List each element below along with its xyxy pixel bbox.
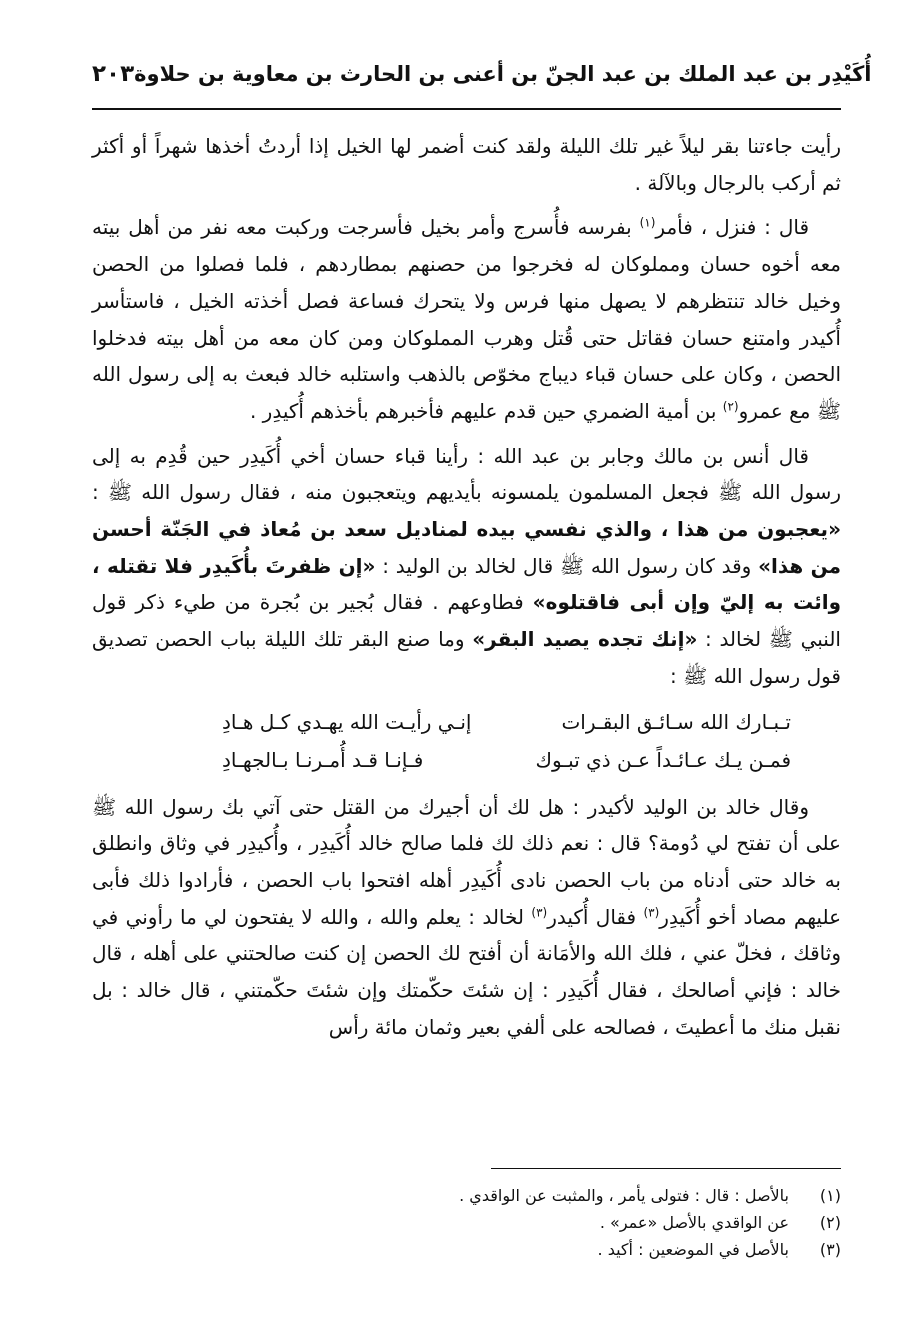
footnote-mark-1: (١) bbox=[639, 215, 656, 230]
footnote-separator bbox=[491, 1168, 841, 1169]
verse-2-first-hemistich: فمـن يـك عـائـداً عـن ذي تبـوك bbox=[535, 747, 791, 772]
paragraph-1: رأيت جاءتنا بقر ليلاً غير تلك الليلة ولقد كنت أضمر لها الخيل إذا أردتُ أخذها شهراً أو أكثر ثم أركب بالرجال وبالآلة . bbox=[92, 134, 841, 195]
paragraph-3-part-c: وقد كان رسول الله ﷺ قال لخالد بن الوليد : bbox=[382, 553, 752, 578]
paragraph-3-part-e: فطاوعهم . فقال بُجير بن بُجرة من طيء ذكر قول النبي ﷺ لخالد : bbox=[92, 590, 841, 652]
paragraph-2-part-c: بن أمية الضمري حين قدم عليهم فأخبرهم بأخذهم أُكيدِر . bbox=[249, 398, 717, 423]
verse-1-second-hemistich: إنـي رأيـت الله يهـدي كـل هـادِ bbox=[222, 709, 472, 734]
paragraph-4 bbox=[92, 789, 841, 1046]
verse-2-second-hemistich: فـإنـا قـد أُمـرنـا بـالجهـادِ bbox=[222, 747, 424, 772]
footnote-number: (١) bbox=[819, 1186, 841, 1205]
paragraph-2 bbox=[92, 209, 841, 429]
paragraph-3-part-a: قال أنس بن مالك وجابر بن عبد الله : رأينا قباء حسان أخي أُكَيدِر حين قُدِم به إلى رسول الله ﷺ فجعل المسلمون يلمسونه بأيديهم ويتعجبون منه ، فقال رسول الله ﷺ : bbox=[92, 443, 841, 505]
footnote-text: بالأصل : قال : فتولى يأمر ، والمثبت عن الواقدي . bbox=[459, 1186, 789, 1205]
paragraph-3-part-g: وما صنع البقر تلك الليلة بباب الحصن تصديق قول رسول الله ﷺ : bbox=[92, 627, 841, 688]
paragraph-2-part-b: بفرسه فأُسرج وأمر بخيل فأسرجت وركبت معه نفر من أهل بيته معه أخوه حسان ومملوكان له فخرجوا من حصنهم بمطاردهم ، فلما فصلوا من الحصن وخيل خالد تنتظرهم لا يصهل منها فرس ولا يتحرك فساعة فصل أخذته الخيل ، فاستأسر أُكيدر وامتنع حسان فقاتل حتى قُتل وهرب المملوكان ومن كان معه من أهل بيته فدخلوا الحصن ، وكان على حسان قباء ديباج مخوّص بالذهب واستلبه خالد فبعث به إلى رسول الله ﷺ مع عمرو bbox=[92, 215, 841, 423]
footnote-text: عن الواقدي بالأصل «عمر» . bbox=[599, 1213, 789, 1232]
paragraph-2-part-a: قال : فنزل ، فأمر bbox=[655, 215, 810, 240]
page-header bbox=[92, 58, 872, 110]
hadith-quote-1: «يعجبون من هذا ، والذي نفسي بيده لمناديل سعد بن مُعاذ في الجَنّة أحسن من هذا» bbox=[92, 517, 842, 578]
paragraph-3 bbox=[92, 438, 841, 695]
main-text bbox=[92, 128, 841, 1053]
running-head: أُكَيْدِر بن عبد الملك بن عبد الجنّ بن أعنى بن الحارث بن معاوية بن حلاوة bbox=[134, 62, 872, 86]
footnote-number: (٣) bbox=[819, 1240, 841, 1259]
footnote-mark-3a: (٣) bbox=[643, 905, 660, 919]
footnote-1 bbox=[92, 1182, 841, 1209]
verse-1-first-hemistich: تـبـارك الله سـائـق البقـرات bbox=[561, 709, 791, 734]
footnote-3 bbox=[92, 1236, 841, 1263]
footnote-text: بالأصل في الموضعين : أكيد . bbox=[597, 1240, 789, 1259]
paragraph-4-part-a: وقال خالد بن الوليد لأكيدر : هل لك أن أجيرك من القتل حتى آتي بك رسول الله ﷺ على أن تفتح لي دُومة؟ قال : نعم ذلك لك فلما صالح خالد أُكَيدِر ، وأُكيدِر في وثاق وانطلق به خالد حتى أدناه من باب الحصن نادى أُكَيدِر أهله افتحوا باب الحصن ، فأرادوا ذلك فأبى عليهم مصاد أخو أُكَيدِر bbox=[92, 794, 842, 929]
hadith-quote-2: «إن ظفرتَ بأُكَيدِر فلا تقتله ، وائت به إليّ وإن أبى فاقتلوه» bbox=[92, 553, 841, 615]
hadith-quote-3: «إنك تجده يصيد البقر» bbox=[472, 627, 698, 652]
footnotes bbox=[92, 1182, 841, 1263]
footnote-mark-2: (٢) bbox=[722, 399, 739, 414]
poem-verses bbox=[92, 703, 841, 779]
footnote-mark-3b: (٣) bbox=[531, 905, 548, 919]
verse-row-1 bbox=[92, 703, 841, 741]
footnote-2 bbox=[92, 1209, 841, 1236]
footnote-number: (٢) bbox=[819, 1213, 841, 1232]
verse-row-2 bbox=[92, 741, 841, 779]
page-number: ٢٠٣ bbox=[92, 61, 135, 87]
paragraph-4-part-b: فقال أُكيدر bbox=[547, 904, 637, 929]
paragraph-4-part-c: لخالد : يعلم والله ، والله لا يفتحون لي ما رأوني في وثاقك ، فخلّ عني ، فلك الله والأمَانة أن أفتح لك الحصن إن كنت صالحتني على أهله ، قال خالد : فإني أصالحك ، فقال أُكَيدِر : إن شئتَ حكّمتك وإن شئتَ حكّمتني ، قال خالد : بل نقبل منك ما أعطيتَ ، فصالحه على ألفي بعير وثمان مائة رأس bbox=[92, 904, 841, 1039]
